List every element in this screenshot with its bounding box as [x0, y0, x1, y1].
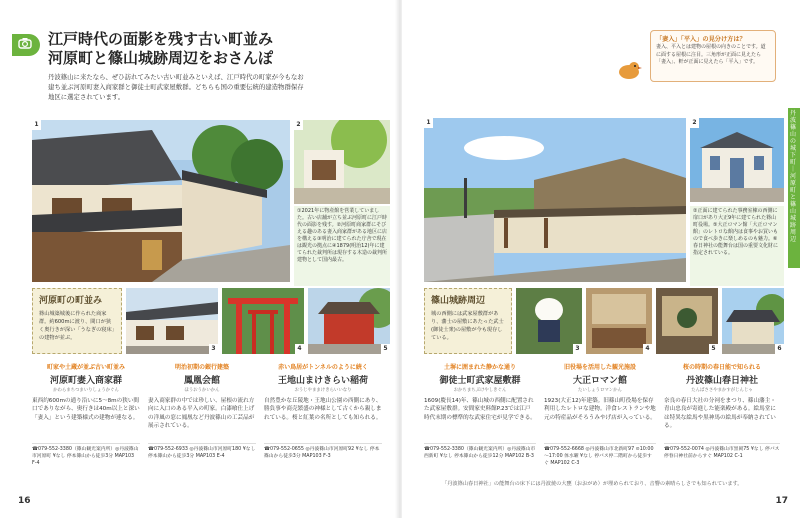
photo-number: 1 [424, 118, 433, 128]
page-title: 江戸時代の面影を残す古い町並み [48, 30, 274, 48]
spot-description: 妻入商家群の中では珍しい、屋根の流れ方向に入口のある平入の町家。白漆喰仕上げの洋風の窓に鳳凰など丹波篠山の工芸品が展示されている。 [148, 398, 255, 430]
photo-number: 5 [381, 344, 390, 354]
memo-title: 篠山城跡周辺 [431, 296, 486, 306]
spot-reading: ほうおうかいかん [184, 388, 220, 393]
photo-number: 6 [775, 344, 784, 354]
photo-number: 2 [690, 118, 699, 128]
spot-name: 鳳凰会館 [183, 376, 220, 386]
spot-info: ☎079-552-6668 ◎丹波篠山市北新町97 ⊙10:00～17:00 体水曜 ¥なし 停バス停二階町から徒歩すぐ MAP102 C-3 [544, 443, 656, 467]
photo-number: 3 [209, 344, 218, 354]
spot-entry[interactable] [264, 362, 382, 460]
spot-category: 桜の時期の春日能で知られる [682, 364, 761, 371]
spot-category: 明治初期の銀行建築 [174, 364, 229, 371]
photo-caption: ②正面に建てられた事務室棟の西側に扉口があり大正9年に建てられた篠山町役場。⑤大正ロマン館「大正ロマン館」のレトロな館内は食事やお買いもので食べ歩きに楽しめるのも魅力。⑥春日神社の能舞台は国の重要文化財に指定されている。 [690, 206, 784, 286]
spot-name: 河原町妻入商家群 [49, 376, 122, 386]
spot-description: 奈良の春日大社の分祠をまつり、篠山藩主・青山忠良が寄進した能楽殿がある。絵馬堂には特異な絵馬や黒神馬の絵馬が奉納されている。 [664, 398, 776, 430]
spot-info: ☎079-552-6933 ◎丹波篠山市河原町180 ¥なし 停本篠山から徒歩3分 MAP103 E-4 [148, 443, 256, 460]
spot-category: 赤い鳥居がトンネルのように続く [278, 364, 368, 371]
spot-category: 土塀に囲まれた静かな通り [443, 364, 516, 371]
spot-name: 御徒士町武家屋敷群 [439, 376, 521, 386]
spot-description: 東西約600mの通り沿いに5～8mの狭い間口でありながら、奥行きは40m以上と深い「妻入」という建築様式の建物が連なる。 [32, 398, 140, 421]
page-subtitle: 河原町と篠山城跡周辺をおさんぽ [48, 49, 274, 67]
spot-category: 旧役場を活用した観光施設 [563, 364, 636, 371]
spot-info: ☎079-552-3380（篠山観光案内所）◎丹波篠山市河原町 ¥なし 停本篠山から徒歩3分 MAP103 F-4 [32, 443, 140, 467]
spot-reading: たいしょうロマンかん [578, 388, 622, 393]
photo-shop-interior [294, 120, 390, 204]
photo-taisho-roman-kan [690, 118, 784, 202]
page-number: 17 [775, 496, 788, 506]
photo-kawaramachi-street [32, 120, 290, 282]
memo-text: 城の西側には武家屋敷群があり、藩士の屋敷にあたった武士(御徒士衆)の屋敷が今も現存している。 [431, 311, 504, 341]
bird-mascot-icon [616, 58, 642, 80]
camera-icon [18, 37, 32, 52]
spot-name: 王地山まけきらい稲荷 [277, 376, 368, 386]
photo-shrine [308, 288, 390, 354]
left-page [0, 0, 398, 518]
photo-noh-stage [656, 288, 718, 354]
spot-reading: おうじやままけきらいいなり [294, 388, 352, 393]
photo-torii-tunnel [222, 288, 304, 354]
photo-soft-serve [516, 288, 582, 354]
spot-entry[interactable] [148, 362, 256, 460]
spot-entry[interactable] [664, 362, 780, 460]
spot-name: 丹波篠山春日神社 [685, 376, 758, 386]
photo-hououkaikan [126, 288, 218, 354]
spot-info: ☎079-552-0655 ◎丹波篠山市河原町92 ¥なし 停本篠山から徒歩3分 MAP103 F-3 [264, 443, 382, 460]
area-memo [32, 288, 122, 354]
footnote: 「丹波篠山春日神社」の能舞台の床下には丹波焼の大甕（おおがめ）が埋められており、音響の素晴らしさでも知られています。 [442, 481, 743, 487]
spot-description: 1923(大正12)年建築。旧篠山町役場を保存利用したレトロな建物。洋食レストランや地元の特産品がそろうみやげ店が入っている。 [544, 398, 656, 421]
spot-description: 自然豊かな丘陵地・王地山公園の西側にあり、勝負事や商売繁盛の神様として古くから親しまれている。桜と紅葉の名所としても知られる。 [264, 398, 382, 421]
spot-category: 町家や土蔵が並ぶ古い町並み [46, 364, 125, 371]
photo-number: 2 [294, 120, 303, 130]
photo-retro-interior [586, 288, 652, 354]
spot-reading: かわらまちつまいりしょうかぐん [53, 388, 119, 393]
hint-box [650, 30, 776, 82]
photo-number: 5 [709, 344, 718, 354]
photo-kasuga-shrine [722, 288, 784, 354]
spot-name: 大正ロマン館 [572, 376, 627, 386]
photo-number: 4 [643, 344, 652, 354]
spot-entry[interactable] [32, 362, 140, 467]
spot-entry[interactable] [424, 362, 536, 460]
photo-number: 3 [573, 344, 582, 354]
hint-title: 「妻入」「平入」の見分け方は？ [656, 36, 746, 43]
section-tag [12, 34, 40, 56]
spot-info: ☎079-552-0074 ◎丹波篠山市黒岡75 ¥なし 停バス停春日神社前からすぐ MAP102 C-1 [664, 443, 780, 460]
photo-number: 4 [295, 344, 304, 354]
spot-entry[interactable] [544, 362, 656, 467]
photo-samurai-residence [424, 118, 686, 282]
memo-title: 河原町の町並み [39, 296, 103, 306]
spot-info: ☎079-552-3380（篠山観光案内所）◎丹波篠山市西新町 ¥なし 停本篠山から徒歩12分 MAP102 B-3 [424, 443, 536, 460]
spot-reading: おかちまちぶけやしきぐん [453, 388, 507, 393]
chapter-sidebar [788, 108, 800, 268]
chapter-sidebar-label: 丹波篠山の城下町 ｜ 河原町と篠山城跡周辺 [790, 110, 797, 243]
spot-description: 1609(慶長14)年、篠山城の西側に配置された武家屋敷群。安間家史料館P.23では江戸時代末期の標準的な武家住宅が見学できる。 [424, 398, 536, 421]
area-memo [424, 288, 512, 354]
hint-text: 妻入、平入とは建物の屋根の向きのことです。道に面する屋根に注目。三角形が正面に見えたら「妻入」、軒が正面に見えたら「平入」です。 [656, 44, 766, 66]
page-number: 16 [18, 496, 31, 506]
right-page [402, 0, 800, 518]
lead-text: 丹波篠山に来たなら、ぜひ訪れてみたい古い町並みといえば、江戸時代の町家が今もなお建ち並ぶ河原町妻入商家群と御徒士町武家屋敷群。どちらも国の重要伝統的建造物群保存地区に選定されています。 [48, 73, 304, 101]
spot-reading: たんばささやまかすがじんじゃ [691, 388, 753, 393]
memo-text: 篠山城築城後に作られた商家群。約600mに渡り、間口が狭く奥行きが深い「うなぎの寝床」の建物が並ぶ。 [39, 311, 115, 341]
photo-number: 1 [32, 120, 41, 130]
photo-caption: ①2021年に物産館を営業していました。古い店舗が立ち並ぶ河原町に江戸時代の面影を残す。②河原町商家群にそびえる趣のある妻入商家群がある地区に店を構える③明治に建てられた庁舎で現在は観光の拠点に④1879(明治12)年に建てられた裁判所は現存する木造の裁判所建物として国内最古。 [294, 206, 390, 286]
